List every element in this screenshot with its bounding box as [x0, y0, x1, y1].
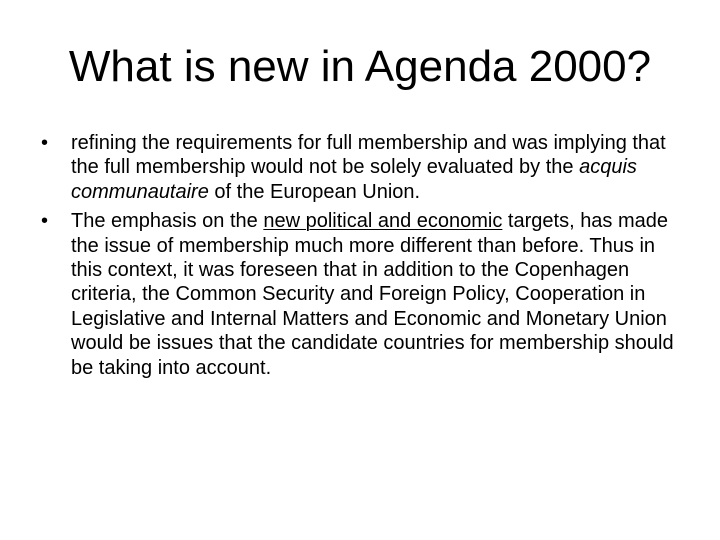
- bullet-marker: •: [41, 210, 49, 233]
- bullet-1-text-start: refining the requirements for full membership and was implying that the full membership would not be solely evaluated by the: [71, 132, 666, 179]
- bullet-2-text-end: targets, has made the issue of membership much more different than before. Thus in this context, it was foreseen that in addition to the Copenhagen criteria, the Common Security and Foreign Policy, Cooperation in Legislative and Internal Matters and Economic and Monetary Union would be issues that the candidate countries for membership should be taking into account.: [71, 210, 674, 379]
- bullet-marker: •: [41, 132, 49, 154]
- bullet-list: [41, 131, 681, 385]
- slide-title: What is new in Agenda 2000?: [68, 42, 652, 91]
- bullet-1-italic-term: acquis communautaire: [71, 156, 637, 203]
- bullet-item-2: [41, 209, 681, 380]
- bullet-item-1: [41, 131, 681, 204]
- bullet-2-underlined-phrase: new political and economic: [263, 210, 503, 233]
- bullet-2-text-start: The emphasis on the: [71, 210, 264, 233]
- bullet-1-text-end: of the European Union.: [208, 180, 421, 203]
